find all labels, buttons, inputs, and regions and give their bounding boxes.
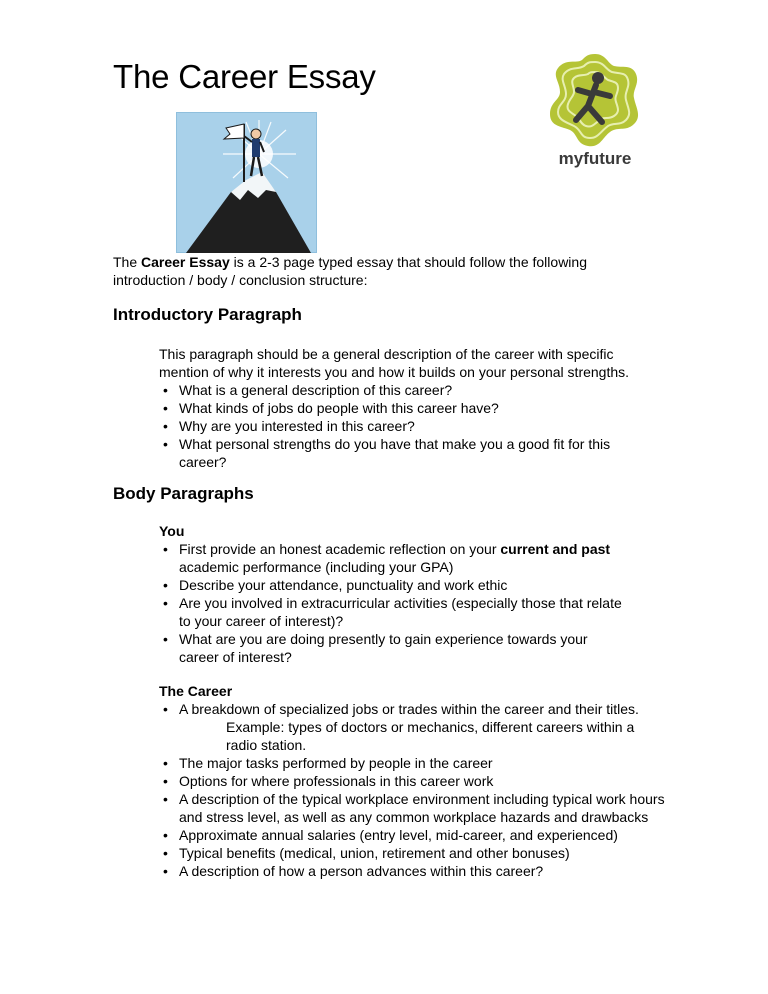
list-item: • Why are you interested in this career?: [159, 417, 659, 435]
career-subheading: The Career: [159, 683, 233, 699]
introductory-section: [159, 345, 659, 471]
list-item: • What kinds of jobs do people with this career have?: [159, 399, 659, 417]
career-example: Example: types of doctors or mechanics, different careers within a radio station.: [226, 719, 635, 753]
list-item: • The major tasks performed by people in the career: [159, 754, 715, 772]
list-item: • Typical benefits (medical, union, retirement and other bonuses): [159, 844, 715, 862]
you-section: [159, 522, 629, 666]
list-item: • A description of the typical workplace environment including typical work hours and stress level, as well as any common workplace hazards and drawbacks: [159, 790, 679, 826]
you-subheading: You: [159, 523, 185, 539]
mountain-flag-illustration: [176, 112, 317, 253]
page-title: The Career Essay: [113, 58, 376, 95]
logo-wordmark: myfuture: [558, 149, 632, 168]
list-item: • A breakdown of specialized jobs or trades within the career and their titles. Example: types of doctors or mechanics, different careers within a radio station.: [159, 700, 715, 754]
list-item: • A description of how a person advances within this career?: [159, 862, 715, 880]
list-item: • Approximate annual salaries (entry level, mid-career, and experienced): [159, 826, 715, 844]
myfuture-logo: [548, 50, 642, 170]
list-item: • What is a general description of this career?: [159, 381, 659, 399]
introductory-heading: Introductory Paragraph: [113, 305, 302, 324]
list-item: • What are you are doing presently to gain experience towards your career of interest?: [159, 630, 629, 666]
list-item: • Options for where professionals in this career work: [159, 772, 715, 790]
career-section: [159, 682, 715, 880]
you-bullets: [159, 540, 629, 666]
list-item: • What personal strengths do you have that make you a good fit for this career?: [159, 435, 639, 471]
list-item: • Describe your attendance, punctuality and work ethic: [159, 576, 629, 594]
list-item: • Are you involved in extracurricular activities (especially those that relate to your career of interest)?: [159, 594, 629, 630]
list-item: • First provide an honest academic reflection on your current and past academic performance (including your GPA): [159, 540, 629, 576]
introductory-bullets: [159, 381, 659, 471]
intro-paragraph: The Career Essay is a 2-3 page typed essay that should follow the following introduction / body / conclusion structure:: [113, 254, 587, 288]
body-heading: Body Paragraphs: [113, 484, 254, 503]
career-bullets: [159, 700, 715, 880]
introductory-text: This paragraph should be a general description of the career with specific mention of why it interests you and how it builds on your personal strengths.: [159, 346, 630, 380]
